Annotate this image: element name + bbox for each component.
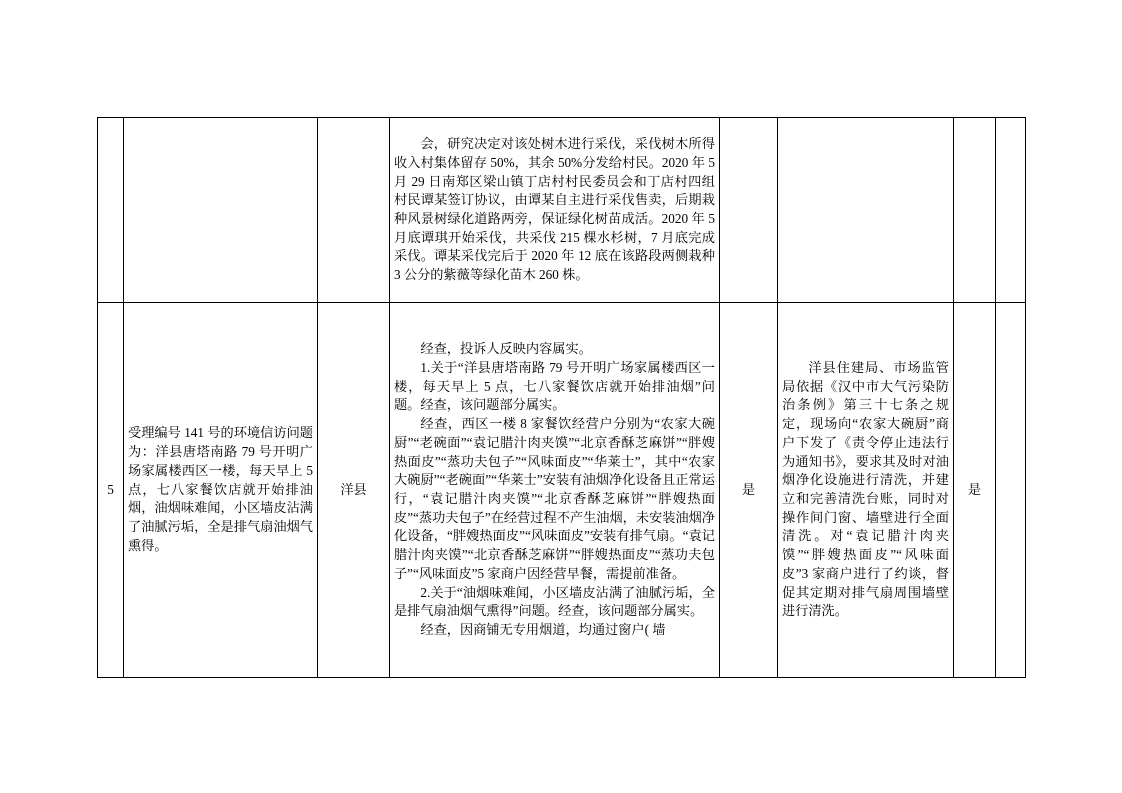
area-name: 洋县 [318, 303, 390, 678]
detail-paragraph: 经查，西区一楼 8 家餐饮经营户分别为“农家大碗厨”“老碗面”“袁记腊汁肉夹馍”“北京香酥芝麻饼”“胖嫂热面皮”“蒸功夫包子”“风味面皮”“华莱士”，其中“农家大碗厨”“老碗面”“华莱士”安装有油烟净化设备且正常运行，“袁记腊汁肉夹馍”“北京香酥芝麻饼”“胖嫂热面皮”“蒸功夫包子”在经营过程不产生油烟，未安装油烟净化设备，“胖嫂热面皮”“风味面皮”安装有排气扇。“袁记腊汁肉夹馍”“北京香酥芝麻饼”“胖嫂热面皮”“蒸功夫包子”“风味面皮”5 家商户因经营早餐，需提前准备。 [394, 416, 715, 581]
investigation-detail [390, 118, 720, 303]
detail-paragraph: 2.关于“油烟味难闻，小区墙皮沾满了油腻污垢，全是排气扇油烟气熏得”问题。经查，该问题部分属实。 [394, 584, 715, 619]
investigation-detail [390, 303, 720, 678]
flag-办结: 是 [954, 303, 996, 678]
table-row [98, 303, 1026, 678]
issue-text: 受理编号 141 号的环境信访问题为：洋县唐塔南路 79 号开明广场家属楼西区一楼，每天早上 5 点，七八家餐饮店就开始排油烟，油烟味难闻，小区墙皮沾满了油腻污垢，全是排气扇油烟气熏得。 [128, 425, 313, 553]
area-name [318, 118, 390, 303]
row-number: 5 [98, 303, 124, 678]
detail-paragraph: 经查，投诉人反映内容属实。 [420, 341, 592, 357]
handling-measures [778, 118, 954, 303]
detail-paragraph: 1.关于“洋县唐塔南路 79 号开明广场家属楼西区一楼，每天早上 5 点，七八家餐饮店就开始排油烟”问题。经查，该问题部分属实。 [394, 359, 715, 413]
flag-属实 [720, 118, 778, 303]
handling-measures [778, 303, 954, 678]
flag-属实: 是 [720, 303, 778, 678]
detail-paragraph: 经查，因商铺无专用烟道，均通过窗户( 墙 [420, 622, 666, 638]
issue-description [124, 118, 318, 303]
table-row [98, 118, 1026, 303]
issues-table [97, 117, 1026, 678]
remark-cell [996, 303, 1026, 678]
issue-description [124, 303, 318, 678]
handling-text: 洋县住建局、市场监管局依据《汉中市大气污染防治条例》第三十七条之规定，现场向“农家大碗厨”商户下发了《责令停止违法行为通知书》，要求其及时对油烟净化设施进行清洗，并建立和完善清洗台账，同时对操作间门窗、墙壁进行全面清洗。对“袁记腊汁肉夹馍”“胖嫂热面皮”“风味面皮”3 家商户进行了约谈，督促其定期对排气扇周围墙壁进行清洗。 [782, 359, 949, 619]
remark-cell [996, 118, 1026, 303]
detail-paragraph: 会，研究决定对该处树木进行采伐，采伐树木所得收入村集体留存 50%，其余 50%分发给村民。2020 年 5 月 29 日南郑区梁山镇丁店村村民委员会和丁店村四组村民谭某签订协议，由谭某自主进行采伐售卖，后期栽种风景树绿化道路两旁，保证绿化树苗成活。2020 年 5 月底谭琪开始采伐，共采伐 215 棵水杉树，7 月底完成采伐。谭某采伐完后于 2020 年 12 底在该路段两侧栽种 3 公分的紫薇等绿化苗木 260 株。 [394, 136, 715, 283]
flag-办结 [954, 118, 996, 303]
row-number [98, 118, 124, 303]
